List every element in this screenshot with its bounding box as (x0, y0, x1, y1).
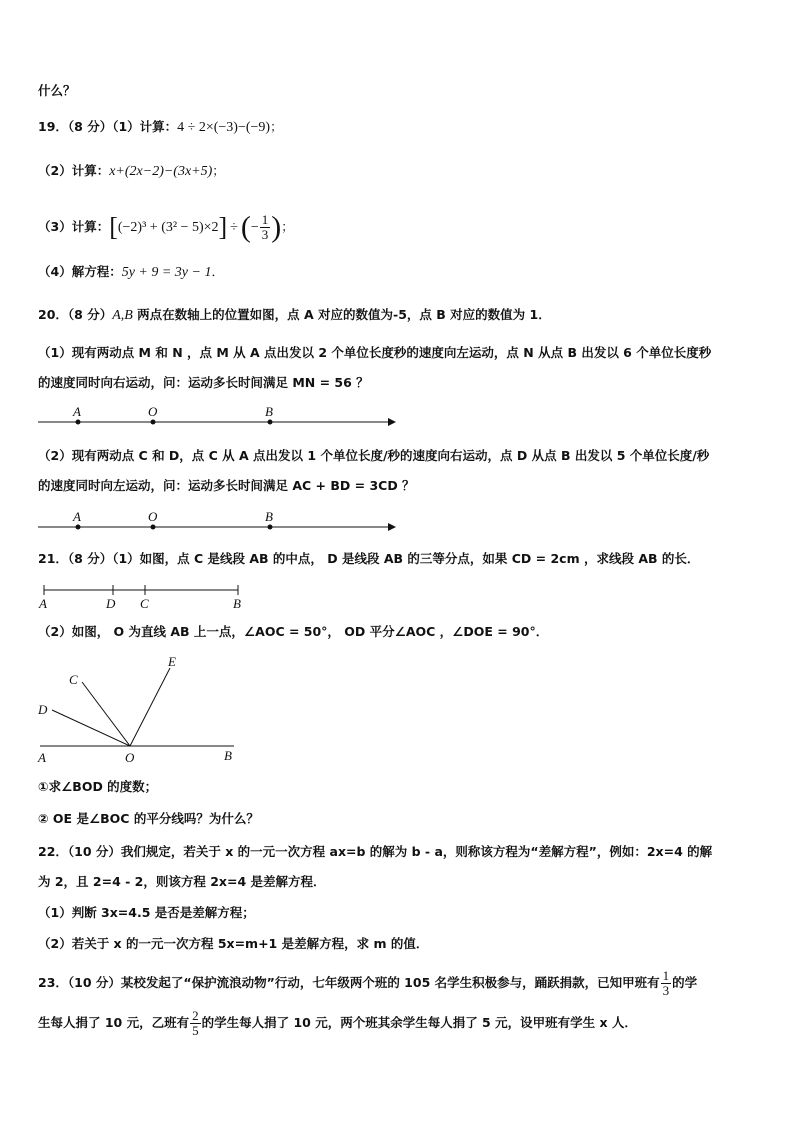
point-dot (76, 420, 81, 425)
divide-sign: ÷ (230, 220, 238, 235)
q19-3-expression: (−2)³ + (3² − 5)×2 (117, 220, 219, 235)
right-bracket: ] (218, 212, 228, 242)
q19-2-expression: x+(2x−2)−(3x+5) (109, 164, 213, 179)
fraction-numerator: 1 (261, 212, 269, 227)
q20-part1-line2: 的速度同时向右运动，问：运动多长时间满足 MN = 56 ？ (38, 375, 369, 390)
left-paren: ( (240, 210, 251, 244)
label-O: O (125, 750, 135, 765)
q22-part1: （1）判断 3x=4.5 是否是差解方程； (38, 905, 255, 920)
point-dot (268, 525, 273, 530)
point-dot (76, 525, 81, 530)
semicolon: ； (281, 219, 294, 234)
label-B: B (265, 404, 273, 419)
label-C: C (69, 672, 78, 687)
fraction-denominator: 5 (192, 1023, 199, 1038)
label-D: D (106, 596, 116, 611)
label-A: A (73, 509, 81, 524)
q21-part2-a: ①求∠BOD 的度数； (38, 779, 158, 794)
q19-4-label: （4）解方程： (38, 264, 122, 279)
arrow-head (388, 418, 396, 426)
label-B: B (233, 596, 241, 611)
q19-4-equation: 5y + 9 = 3y − 1 (121, 265, 212, 280)
q20-part1-line1: （1）现有两动点 M 和 N ，点 M 从 A 点出发以 2 个单位长度秒的速度向左运动，点 N 从点 B 出发以 6 个单位长度秒 (38, 345, 712, 360)
q19-2-label: （2）计算： (38, 163, 110, 178)
fraction-one-third (661, 969, 672, 998)
q23-line2 (38, 1008, 764, 1038)
fraction-numerator: 1 (662, 968, 670, 983)
point-dot (151, 420, 156, 425)
q20-part2-line2: 的速度同时向左运动，问：运动多长时间满足 AC + BD = 3CD ？ (38, 478, 415, 493)
ray-OD (52, 710, 130, 746)
q19-part4 (38, 263, 764, 282)
q20-stem (38, 306, 764, 325)
q22-line2: 为 2，且 2=4 - 2，则该方程 2x=4 是差解方程． (38, 874, 326, 889)
q23-text-d: 的学生每人捐了 10 元，两个班其余学生每人捐了 5 元，设甲班有学生 x 人． (201, 1015, 637, 1030)
label-D: D (38, 702, 48, 717)
q19-part2 (38, 162, 764, 181)
label-B: B (265, 509, 273, 524)
point-dot (268, 420, 273, 425)
q19-part3 (38, 212, 764, 243)
angle-figure (34, 654, 254, 766)
fraction-one-third (260, 213, 271, 242)
label-A: A (38, 750, 46, 765)
semicolon: ； (270, 119, 283, 134)
period: ． (211, 264, 224, 279)
q23-text-a: 23．（10 分）某校发起了“保护流浪动物”行动，七年级两个班的 105 名学生积极参与，踊跃捐款，已知甲班有 (38, 975, 660, 990)
q19-heading: 19．（8 分）（1）计算： (38, 119, 178, 134)
label-A: A (39, 596, 47, 611)
q21-part2-b: ② OE 是∠BOC 的平分线吗？为什么？ (38, 811, 259, 826)
label-E: E (168, 654, 176, 669)
q21-part1: 21．（8 分）（1）如图，点 C 是线段 AB 的中点， D 是线段 AB 的三等分点，如果 CD = 2cm ，求线段 AB 的长． (38, 551, 700, 566)
label-O: O (148, 404, 158, 419)
label-O: O (148, 509, 158, 524)
q22-part2: （2）若关于 x 的一元一次方程 5x=m+1 是差解方程，求 m 的值． (38, 936, 429, 951)
point-dot (151, 525, 156, 530)
q20-point-names: A,B (112, 308, 133, 323)
number-line-figure-2 (38, 507, 398, 537)
label-A: A (73, 404, 81, 419)
q19-part1 (38, 118, 764, 137)
label-B: B (224, 748, 232, 763)
text-line: 什么？ (38, 83, 76, 98)
q23-text-b: 的学 (672, 975, 698, 990)
q19-1-expression: 4 ÷ 2×(−3)−(−9) (177, 120, 271, 135)
fraction-two-fifths (190, 1009, 201, 1038)
segment-figure (38, 580, 258, 614)
label-C: C (140, 596, 149, 611)
number-line-figure-1 (38, 402, 398, 432)
ray-OE (130, 668, 170, 746)
fraction-denominator: 3 (662, 983, 670, 998)
q20-heading: 20．（8 分） (38, 307, 113, 322)
fraction-numerator: 2 (192, 1008, 199, 1023)
q19-3-label: （3）计算： (38, 219, 110, 234)
fraction-denominator: 3 (261, 227, 269, 242)
arrow-head (388, 523, 396, 531)
ray-OC (82, 682, 130, 746)
q22-line1: 22．（10 分）我们规定，若关于 x 的一元一次方程 ax=b 的解为 b - a，则称该方程为“差解方程”，例如：2x=4 的解 (38, 844, 713, 859)
q21-part2: （2）如图， O 为直线 AB 上一点，∠AOC = 50°， OD 平分∠AOC ，∠DOE = 90°． (38, 624, 549, 639)
q23-text-c: 生每人捐了 10 元，乙班有 (38, 1015, 190, 1030)
q20-text: 两点在数轴上的位置如图，点 A 对应的数值为-5，点 B 对应的数值为 1． (132, 307, 551, 322)
q23-line1 (38, 968, 764, 998)
q20-part2-line1: （2）现有两动点 C 和 D，点 C 从 A 点出发以 1 个单位长度/秒的速度向右运动，点 D 从点 B 出发以 5 个单位长度/秒 (38, 448, 710, 463)
left-bracket: [ (109, 212, 118, 242)
semicolon: ； (212, 163, 225, 178)
right-paren: ) (271, 210, 282, 244)
minus-sign: − (250, 220, 259, 235)
